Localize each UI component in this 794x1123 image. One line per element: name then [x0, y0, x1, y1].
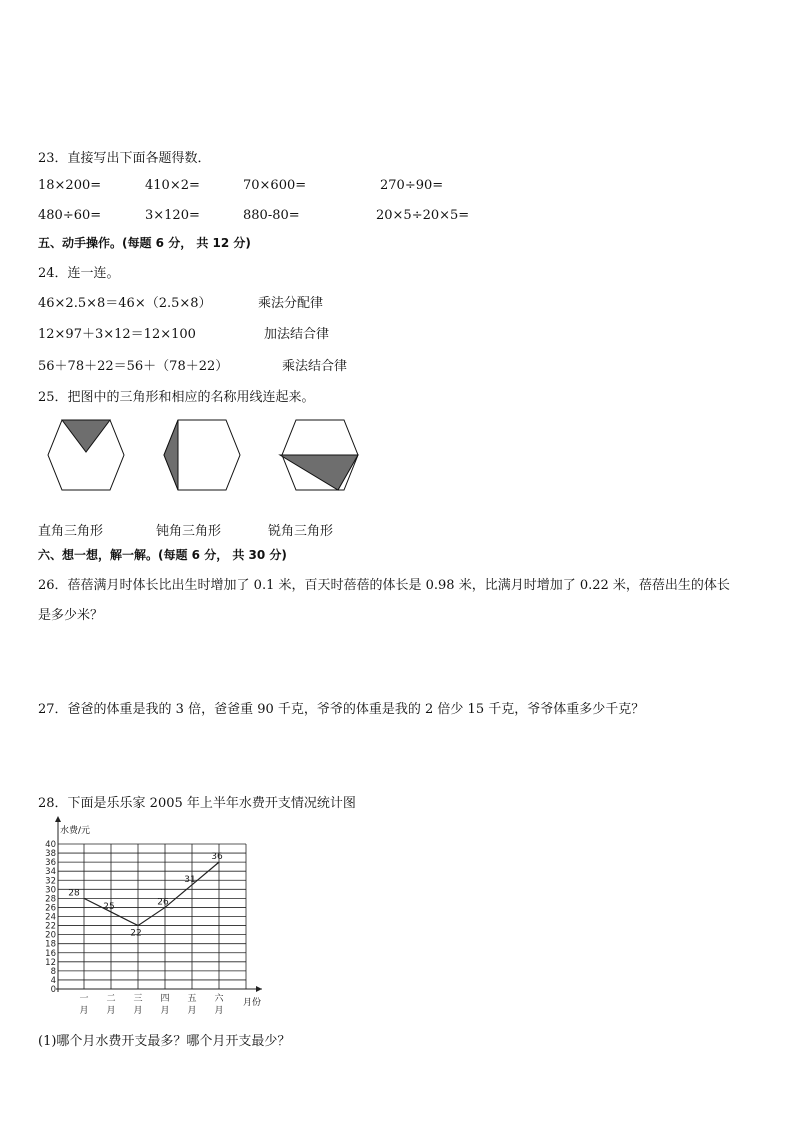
y-tick-label: 0 — [50, 985, 56, 995]
q24-law: 加法结合律 — [264, 327, 330, 342]
x-tick-label: 五 — [187, 994, 197, 1004]
chart-x-tick-labels — [79, 993, 224, 1014]
y-tick-label: 38 — [45, 849, 56, 860]
data-label: 25 — [103, 901, 115, 912]
data-label: 31 — [184, 874, 196, 885]
y-tick-label: 40 — [45, 840, 56, 850]
hexagon-obtuse-triangle-figure — [154, 414, 250, 496]
q23-item: 880-80= — [243, 208, 300, 223]
x-tick-label: 月 — [187, 1006, 197, 1014]
q24-expression: 12×97＋3×12＝12×100 — [38, 327, 196, 342]
q25-name: 直角三角形 — [38, 524, 104, 539]
y-tick-label: 30 — [45, 885, 56, 896]
q28-title: 28．下面是乐乐家 2005 年上半年水费开支情况统计图 — [38, 796, 356, 811]
x-tick-label: 四 — [160, 994, 170, 1004]
x-tick-label: 三 — [133, 994, 143, 1004]
q23-item: 70×600= — [243, 178, 307, 193]
q23-item: 3×120= — [145, 208, 200, 223]
y-tick-label: 28 — [45, 894, 56, 905]
q26-line1: 26．蓓蓓满月时体长比出生时增加了 0.1 米，百天时蓓蓓的体长是 0.98 米，比满月时增加了 0.22 米，蓓蓓出生的体长 — [38, 578, 730, 593]
x-axis-arrow — [256, 986, 262, 992]
q24-law: 乘法分配律 — [258, 296, 324, 311]
y-tick-label: 24 — [45, 912, 56, 923]
y-tick-label: 32 — [45, 876, 56, 887]
y-tick-label: 12 — [45, 957, 56, 968]
x-tick-label: 月 — [79, 1006, 89, 1014]
q25-title: 25．把图中的三角形和相应的名称用线连起来。 — [38, 390, 315, 405]
y-tick-label: 4 — [50, 975, 56, 986]
q24-title: 24．连一连。 — [38, 266, 120, 281]
q27-text: 27．爸爸的体重是我的 3 倍，爸爸重 90 千克，爷爷的体重是我的 2 倍少 15 千克，爷爷体重多少千克？ — [38, 702, 645, 717]
q25-name: 钝角三角形 — [156, 524, 222, 539]
data-label: 26 — [157, 897, 169, 908]
y-tick-label: 20 — [45, 930, 56, 941]
y-tick-label: 34 — [45, 867, 56, 878]
q23-item: 270÷90= — [380, 178, 444, 193]
y-tick-label: 18 — [45, 939, 56, 950]
series-line — [84, 862, 219, 925]
data-label: 28 — [68, 888, 80, 899]
q28-question-1: (1)哪个月水费开支最多？哪个月开支最少？ — [38, 1034, 291, 1049]
q23-item: 480÷60= — [38, 208, 102, 223]
q23-title: 23．直接写出下面各题得数． — [38, 151, 211, 166]
section5-heading: 五、动手操作。(每题 6 分， 共 12 分) — [38, 236, 251, 250]
x-tick-label: 六 — [214, 994, 224, 1004]
q24-expression: 56＋78＋22＝56＋（78＋22） — [38, 359, 229, 374]
y-axis-arrow — [55, 816, 61, 822]
x-tick-label: 一 — [79, 994, 89, 1004]
chart-y-axis-label: 水费/元 — [60, 826, 91, 836]
y-tick-label: 36 — [45, 858, 56, 869]
x-tick-label: 月 — [160, 1006, 170, 1014]
x-tick-label: 月 — [106, 1006, 116, 1014]
q23-item: 18×200= — [38, 178, 102, 193]
q23-item: 410×2= — [145, 178, 200, 193]
data-label: 36 — [211, 852, 223, 863]
q23-item: 20×5÷20×5= — [376, 208, 470, 223]
y-tick-label: 22 — [45, 921, 56, 932]
y-tick-label: 8 — [50, 966, 56, 977]
water-fee-line-chart — [36, 814, 276, 1014]
y-tick-label: 26 — [45, 903, 56, 914]
section6-heading: 六、想一想，解一解。(每题 6 分， 共 30 分) — [38, 548, 287, 562]
chart-y-tick-labels — [45, 840, 56, 995]
x-tick-label: 二 — [106, 994, 116, 1004]
y-tick-label: 16 — [45, 948, 56, 959]
q26-line2: 是多少米？ — [38, 608, 104, 623]
q24-expression: 46×2.5×8＝46×（2.5×8） — [38, 296, 212, 311]
data-label: 22 — [130, 928, 142, 939]
chart-x-axis-label: 月份 — [243, 998, 262, 1008]
x-tick-label: 月 — [214, 1006, 224, 1014]
q24-law: 乘法结合律 — [282, 359, 348, 374]
x-tick-label: 月 — [133, 1006, 143, 1014]
q25-name: 锐角三角形 — [268, 524, 334, 539]
hexagon-acute-triangle-figure — [272, 414, 368, 496]
hexagon-right-triangle-figure — [38, 414, 134, 496]
